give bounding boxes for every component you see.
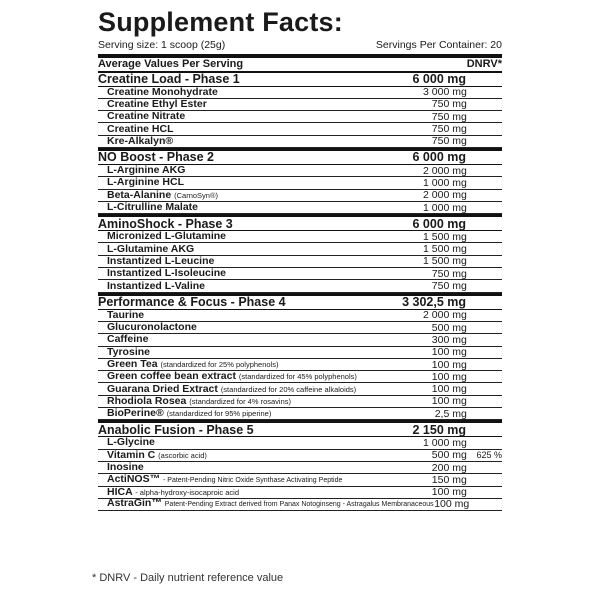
ingredient-name-cell — [98, 497, 434, 511]
ingredient-name-cell — [98, 201, 404, 214]
ingredient-row — [98, 136, 502, 148]
ingredient-amount: 300 mg — [431, 333, 467, 346]
ingredient-name-cell — [98, 333, 404, 346]
ingredient-amount: 100 mg — [431, 383, 467, 396]
ingredient-row — [98, 202, 502, 214]
ingredient-note: (standardized for 25% polyphenols) — [160, 360, 279, 369]
ingredient-note: Patent-Pending Extract derived from Panax Notoginseng - Astragalus Membranaceous — [164, 501, 434, 509]
ingredient-name: Guarana Dried Extract — [107, 382, 218, 395]
phase-amount: 2 150 mg — [412, 422, 466, 437]
ingredient-note: (standardized for 20% caffeine alkaloids) — [220, 384, 357, 394]
phase-name: AminoShock - Phase 3 — [98, 216, 233, 231]
ingredient-amount: 1 500 mg — [423, 255, 467, 268]
ingredient-row — [98, 99, 502, 111]
ingredient-name-cell — [98, 189, 404, 202]
ingredient-row — [98, 371, 502, 383]
ingredient-row — [98, 190, 502, 202]
ingredient-name: Glucuronolactone — [107, 321, 197, 334]
ingredient-amount: 500 mg — [431, 321, 467, 334]
ingredient-note: (CarnoSyn®) — [174, 190, 218, 200]
ingredient-row — [98, 383, 502, 395]
ingredient-name: Caffeine — [107, 333, 149, 346]
ingredient-row — [98, 310, 502, 322]
serving-size: Serving size: 1 scoop (25g) — [98, 39, 226, 51]
ingredient-name: Green coffee bean extract — [107, 370, 236, 383]
ingredient-name: Instantized L-Leucine — [107, 254, 215, 267]
ingredient-row — [98, 231, 502, 243]
ingredient-name: Tyrosine — [107, 345, 150, 358]
ingredient-name-cell — [98, 395, 404, 408]
ingredient-amount: 100 mg — [431, 370, 467, 383]
ingredient-name: Creatine Monohydrate — [107, 85, 218, 98]
ingredient-row — [98, 322, 502, 334]
ingredient-amount: 1 000 mg — [423, 201, 467, 214]
ingredient-name-cell — [98, 407, 404, 420]
ingredient-note: - alpha-hydroxy-isocaproic acid — [135, 487, 239, 497]
ingredient-amount: 750 mg — [431, 135, 467, 148]
ingredient-name: Beta-Alanine — [107, 188, 172, 201]
ingredient-name-cell — [98, 255, 404, 268]
ingredient-note: - Patent-Pending Nitric Oxide Synthase Activating Peptide — [163, 476, 343, 484]
phase-row — [98, 423, 502, 437]
ingredient-note: (ascorbic acid) — [158, 450, 207, 460]
phase-name: Performance & Focus - Phase 4 — [98, 295, 286, 310]
ingredient-amount: 3 000 mg — [423, 86, 467, 99]
ingredient-name-cell — [98, 86, 404, 99]
ingredient-name-cell — [98, 243, 404, 256]
ingredient-row — [98, 256, 502, 268]
phase-amount: 6 000 mg — [412, 72, 466, 86]
ingredient-name: BioPerine® — [107, 407, 164, 420]
supplement-facts-panel — [98, 6, 502, 511]
ingredient-row — [98, 87, 502, 99]
ingredient-amount: 750 mg — [431, 98, 467, 111]
phase-amount: 6 000 mg — [412, 150, 466, 165]
servings-per-container: Servings Per Container: 20 — [375, 39, 502, 51]
ingredient-name-cell — [98, 436, 404, 449]
ingredient-name: HICA — [107, 485, 133, 498]
ingredient-name-cell — [98, 267, 404, 280]
ingredient-amount: 100 mg — [431, 395, 467, 408]
ingredient-row — [98, 499, 502, 511]
ingredient-name: Creatine Nitrate — [107, 110, 186, 123]
ingredient-name: L-Glycine — [107, 436, 155, 449]
ingredient-row — [98, 334, 502, 346]
ingredient-note: (standardized for 95% piperine) — [166, 409, 272, 419]
ingredient-amount: 100 mg — [431, 486, 467, 499]
ingredient-name-cell — [98, 280, 404, 293]
ingredient-name-cell — [98, 346, 404, 359]
ingredient-amount: 750 mg — [431, 123, 467, 136]
ingredient-amount: 100 mg — [431, 358, 467, 371]
ingredient-name: L-Glutamine AKG — [107, 242, 195, 255]
ingredient-name: Green Tea — [107, 358, 158, 370]
ingredient-row — [98, 408, 502, 420]
ingredient-name-cell — [98, 358, 404, 371]
ingredient-row — [98, 123, 502, 135]
ingredient-name: L-Arginine AKG — [107, 164, 186, 177]
ingredient-name: L-Arginine HCL — [107, 176, 184, 189]
phase-row — [98, 217, 502, 231]
phase-name: Anabolic Fusion - Phase 5 — [98, 422, 254, 437]
ingredient-note: (standardized for 4% rosavins) — [189, 396, 291, 406]
ingredient-name-cell — [98, 176, 404, 189]
phase-amount: 6 000 mg — [412, 216, 466, 231]
ingredient-name: Instantized L-Valine — [107, 279, 206, 292]
ingredient-amount: 1 500 mg — [423, 243, 467, 256]
ingredient-name-cell — [98, 383, 404, 396]
ingredient-amount: 2 000 mg — [423, 164, 467, 177]
ingredient-amount: 750 mg — [431, 267, 467, 280]
ingredient-name: Instantized L-Isoleucine — [107, 267, 227, 280]
ingredient-row — [98, 437, 502, 449]
ingredient-name: Micronized L-Glutamine — [107, 230, 227, 243]
phases-table — [98, 71, 502, 511]
ingredient-name: Kre-Alkalyn® — [107, 134, 174, 147]
ingredient-row — [98, 359, 502, 371]
ingredient-name-cell — [98, 164, 404, 177]
ingredient-name: Taurine — [107, 308, 145, 321]
ingredient-amount: 2 000 mg — [423, 309, 467, 322]
ingredient-row — [98, 111, 502, 123]
ingredient-amount: 1 500 mg — [423, 230, 467, 243]
phase-name: NO Boost - Phase 2 — [98, 150, 214, 165]
ingredient-name: AstraGin™ — [107, 497, 162, 510]
ingredient-note: (standardized for 45% polyphenols) — [238, 372, 357, 382]
ingredient-name-cell — [98, 321, 404, 334]
ingredient-name: Creatine HCL — [107, 122, 174, 135]
ingredient-name-cell — [98, 370, 404, 383]
ingredient-name-cell — [98, 135, 404, 148]
header-label: Average Values Per Serving — [98, 58, 244, 70]
ingredient-row — [98, 243, 502, 255]
phase-row — [98, 151, 502, 165]
table-header — [98, 58, 502, 71]
ingredient-amount: 2 000 mg — [423, 189, 467, 202]
phase-row — [98, 296, 502, 310]
footnote: * DNRV - Daily nutrient reference value — [92, 572, 284, 584]
ingredient-amount: 150 mg — [431, 473, 467, 486]
ingredient-row — [98, 165, 502, 177]
ingredient-amount: 1 000 mg — [423, 176, 467, 189]
panel-title: Supplement Facts: — [98, 7, 343, 37]
ingredient-row — [98, 280, 502, 292]
ingredient-amount: 500 mg — [431, 449, 467, 462]
ingredient-name: Vitamin C — [107, 448, 156, 461]
ingredient-name: L-Citrulline Malate — [107, 201, 199, 214]
ingredient-row — [98, 177, 502, 189]
ingredient-row — [98, 450, 502, 462]
ingredient-name-cell — [98, 98, 404, 111]
header-dnrv: DNRV* — [466, 58, 502, 70]
serving-info — [98, 39, 502, 52]
ingredient-dnrv: 625 % — [476, 450, 503, 461]
ingredient-amount: 1 000 mg — [423, 436, 467, 449]
ingredient-name-cell — [98, 309, 404, 322]
ingredient-row — [98, 347, 502, 359]
phase-name: Creatine Load - Phase 1 — [98, 72, 240, 86]
phase-row — [98, 73, 502, 87]
ingredient-name: ActiNOS™ — [107, 472, 161, 485]
ingredient-row — [98, 474, 502, 486]
ingredient-amount: 100 mg — [434, 498, 470, 511]
ingredient-name-cell — [98, 449, 404, 462]
ingredient-amount: 750 mg — [431, 110, 467, 123]
ingredient-amount: 100 mg — [431, 346, 467, 359]
ingredient-amount: 200 mg — [431, 461, 467, 474]
ingredient-name: Rhodiola Rosea — [107, 394, 187, 407]
ingredient-name-cell — [98, 110, 404, 123]
ingredient-name-cell — [98, 230, 404, 243]
ingredient-row — [98, 268, 502, 280]
ingredient-amount: 2,5 mg — [434, 407, 467, 420]
ingredient-name: Creatine Ethyl Ester — [107, 97, 207, 110]
phase-amount: 3 302,5 mg — [402, 295, 466, 310]
ingredient-amount: 750 mg — [431, 280, 467, 293]
ingredient-name-cell — [98, 123, 404, 136]
ingredient-row — [98, 396, 502, 408]
ingredient-name: Inosine — [107, 461, 144, 474]
